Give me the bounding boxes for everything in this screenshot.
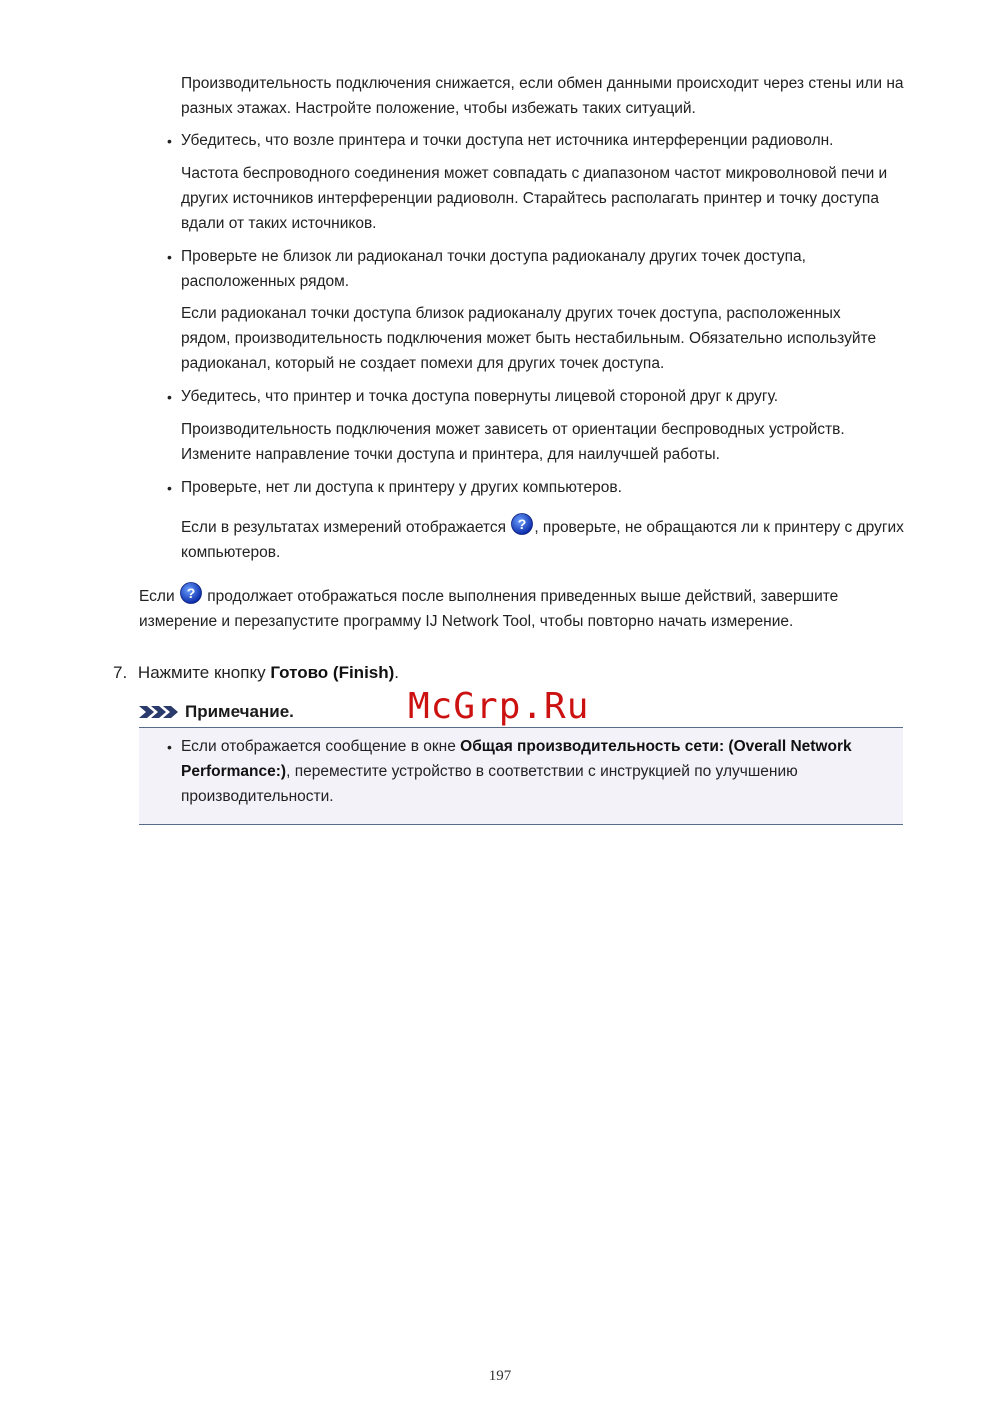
finish-button-label: Готово (Finish) [270, 663, 395, 682]
step-text: Нажмите кнопку [137, 663, 266, 682]
page-number: 197 [488, 1368, 512, 1384]
bullet-dot: • [167, 739, 172, 755]
bullet-dot: • [167, 480, 172, 496]
paragraph-remeasure-advice [139, 582, 899, 634]
svg-text:?: ? [186, 585, 196, 601]
paragraph-other-computers-detail [181, 513, 906, 565]
bullet-radio-channel-check: Проверьте не близок ли радиоканал точки доступа радиоканалу других точек доступа, расположенных рядом. [181, 248, 806, 290]
paragraph-connection-walls: Производительность подключения снижается, если обмен данными происходит через стены или на разных этажах. Настройте положение, чтобы избежать таких ситуаций. [181, 75, 904, 117]
note-arrows-icon [139, 704, 179, 720]
text-segment: , переместите устройство в соответствии с инструкцией по улучшению производительности. [181, 763, 798, 805]
question-icon [511, 513, 533, 535]
text-segment: Если отображается сообщение в окне [181, 738, 456, 755]
text-segment: продолжает отображаться после выполнения приведенных выше действий, завершите измерение и перезапустите программу IJ Network Tool, чтобы повторно начать измерение. [139, 588, 839, 630]
note-header [139, 701, 294, 723]
step-text-end: . [394, 663, 400, 682]
text-segment: , проверьте, не обращаются ли к принтеру с других компьютеров. [181, 519, 904, 561]
paragraph-radio-channel-detail: Если радиоканал точки доступа близок радиоканалу других точек доступа, расположенных рядом, производительность подключения может быть нестабильным. Обязательно используйте радиоканал, который не создает помехи для других точек доступа. [181, 305, 877, 372]
step-7 [113, 660, 399, 685]
bullet-dot: • [167, 133, 172, 149]
bullet-dot: • [167, 249, 172, 265]
text-segment: Если в результатах измерений отображается [181, 519, 506, 536]
overall-performance-label: Общая производительность сети: (Overall Network Performance:) [181, 738, 852, 780]
bullet-dot: • [167, 389, 172, 405]
svg-text:?: ? [518, 516, 527, 532]
paragraph-interference-detail: Частота беспроводного соединения может совпадать с диапазоном частот микроволновой печи и других источников интерференции радиоволн. Старайтесь располагать принтер и точку доступа вдали от таких источников. [181, 165, 888, 232]
step-number: 7. [113, 663, 128, 682]
paragraph-orientation-detail: Производительность подключения может зависеть от ориентации беспроводных устройств. Измените направление точки доступа и принтера, для наилучшей работы. [181, 421, 845, 463]
bullet-other-computers-check: Проверьте, нет ли доступа к принтеру у других компьютеров. [181, 479, 622, 496]
watermark: McGrp.Ru [408, 686, 590, 727]
note-text [181, 734, 899, 809]
bullet-orientation-check: Убедитесь, что принтер и точка доступа повернуты лицевой стороной друг к другу. [181, 388, 779, 405]
text-segment: Если [139, 588, 175, 605]
note-title: Примечание. [185, 702, 294, 721]
question-icon [180, 582, 202, 604]
bullet-interference-check: Убедитесь, что возле принтера и точки доступа нет источника интерференции радиоволн. [181, 132, 834, 149]
